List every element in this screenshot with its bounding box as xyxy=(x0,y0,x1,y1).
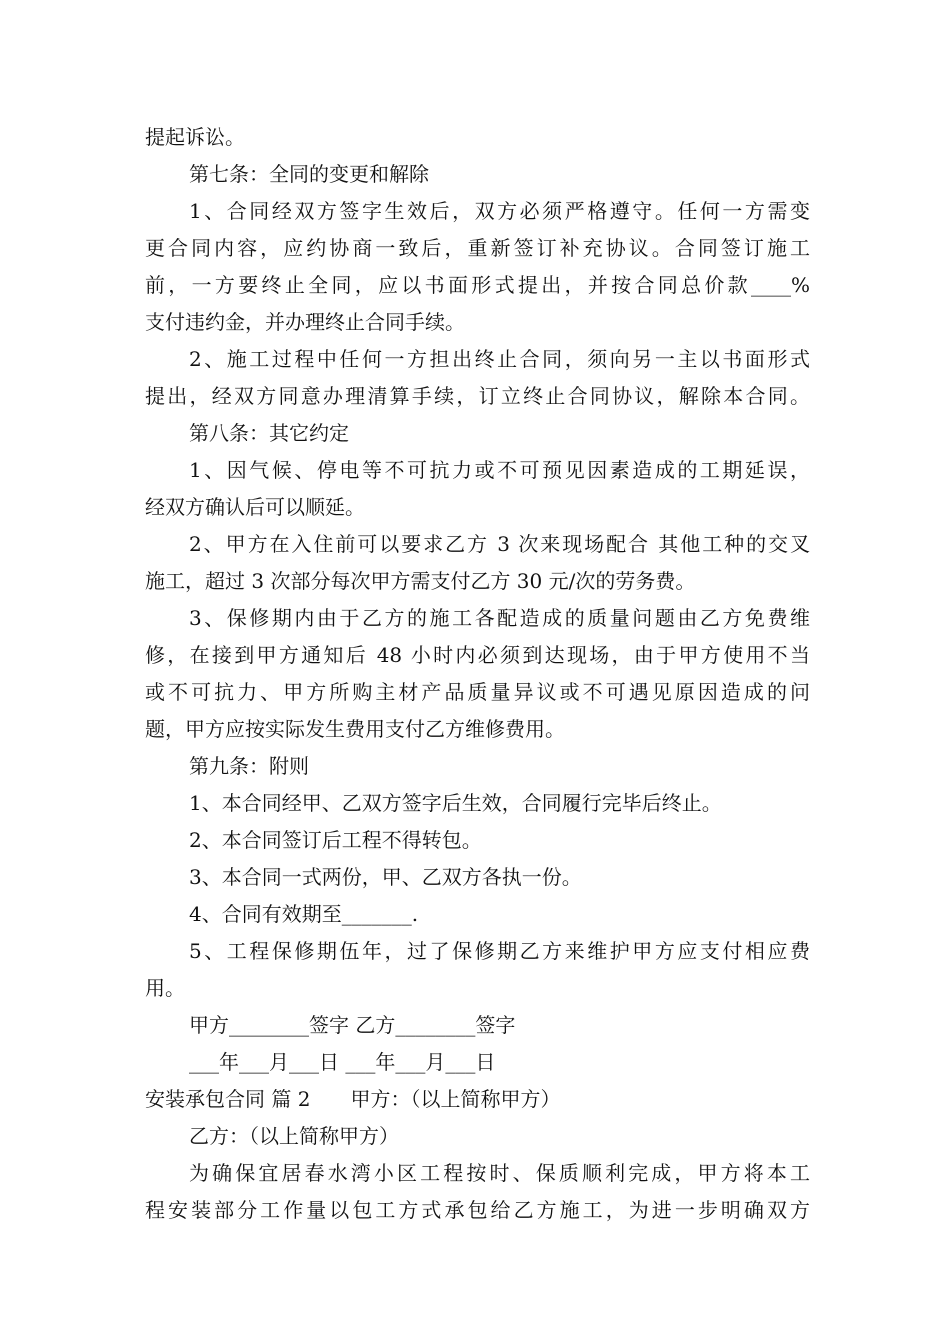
text-line-4: 更合同内容，应约协商一致后，重新签订补充协议。合同签订施工 xyxy=(145,236,810,260)
text-line-16: 或不可抗力、甲方所购主材产品质量异议或不可遇见原因造成的问 xyxy=(145,680,810,704)
text-line-12: 2、甲方在入住前可以要求乙方 3 次来现场配合 其他工种的交叉 xyxy=(189,532,810,556)
text-line-1: 提起诉讼。 xyxy=(145,125,245,149)
text-line-8: 提出，经双方同意办理清算手续，订立终止合同协议，解除本合同。 xyxy=(145,384,810,408)
contract-title-line: 安装承包合同 篇 2 甲方：（以上简称甲方） xyxy=(145,1087,561,1111)
text-line-17: 题，甲方应按实际发生费用支付乙方维修费用。 xyxy=(145,717,565,741)
text-line-30: 程安装部分工作量以包工方式承包给乙方施工，为进一步明确双方 xyxy=(145,1198,810,1222)
text-line-5: 前，一方要终止全同，应以书面形式提出，并按合同总价款____% xyxy=(145,273,810,297)
text-line-21: 3、本合同一式两份，甲、乙双方各执一份。 xyxy=(189,865,582,889)
section-heading-article-7: 第七条：全同的变更和解除 xyxy=(189,162,429,186)
text-line-13: 施工，超过 3 次部分每次甲方需支付乙方 30 元/次的劳务费。 xyxy=(145,569,696,593)
text-line-29: 为确保宜居春水湾小区工程按时、保质顺利完成，甲方将本工 xyxy=(189,1161,810,1185)
text-line-6: 支付违约金，并办理终止合同手续。 xyxy=(145,310,465,334)
text-line-23: 5、工程保修期伍年，过了保修期乙方来维护甲方应支付相应费 xyxy=(189,939,810,963)
text-line-3: 1、合同经双方签字生效后，双方必须严格遵守。任何一方需变 xyxy=(189,199,810,223)
document-body xyxy=(145,119,810,1229)
text-line-20: 2、本合同签订后工程不得转包。 xyxy=(189,828,482,852)
text-line-22: 4、合同有效期至_______. xyxy=(189,902,419,926)
text-line-19: 1、本合同经甲、乙双方签字后生效，合同履行完毕后终止。 xyxy=(189,791,722,815)
text-line-14: 3、保修期内由于乙方的施工各配造成的质量问题由乙方免费维 xyxy=(189,606,810,630)
signature-line: 甲方________签字 乙方________签字 xyxy=(189,1013,516,1037)
text-line-7: 2、施工过程中任何一方担出终止合同，须向另一主以书面形式 xyxy=(189,347,810,371)
section-heading-article-9: 第九条：附则 xyxy=(189,754,309,778)
party-b-line: 乙方：（以上简称甲方） xyxy=(189,1124,399,1148)
section-heading-article-8: 第八条：其它约定 xyxy=(189,421,349,445)
text-line-10: 1、因气候、停电等不可抗力或不可预见因素造成的工期延误， xyxy=(189,458,810,482)
text-line-15: 修，在接到甲方通知后 48 小时内必须到达现场，由于甲方使用不当 xyxy=(145,643,810,667)
date-line: ___年___月___日 ___年___月___日 xyxy=(189,1050,496,1074)
text-line-11: 经双方确认后可以顺延。 xyxy=(145,495,365,519)
text-line-24: 用。 xyxy=(145,976,185,1000)
